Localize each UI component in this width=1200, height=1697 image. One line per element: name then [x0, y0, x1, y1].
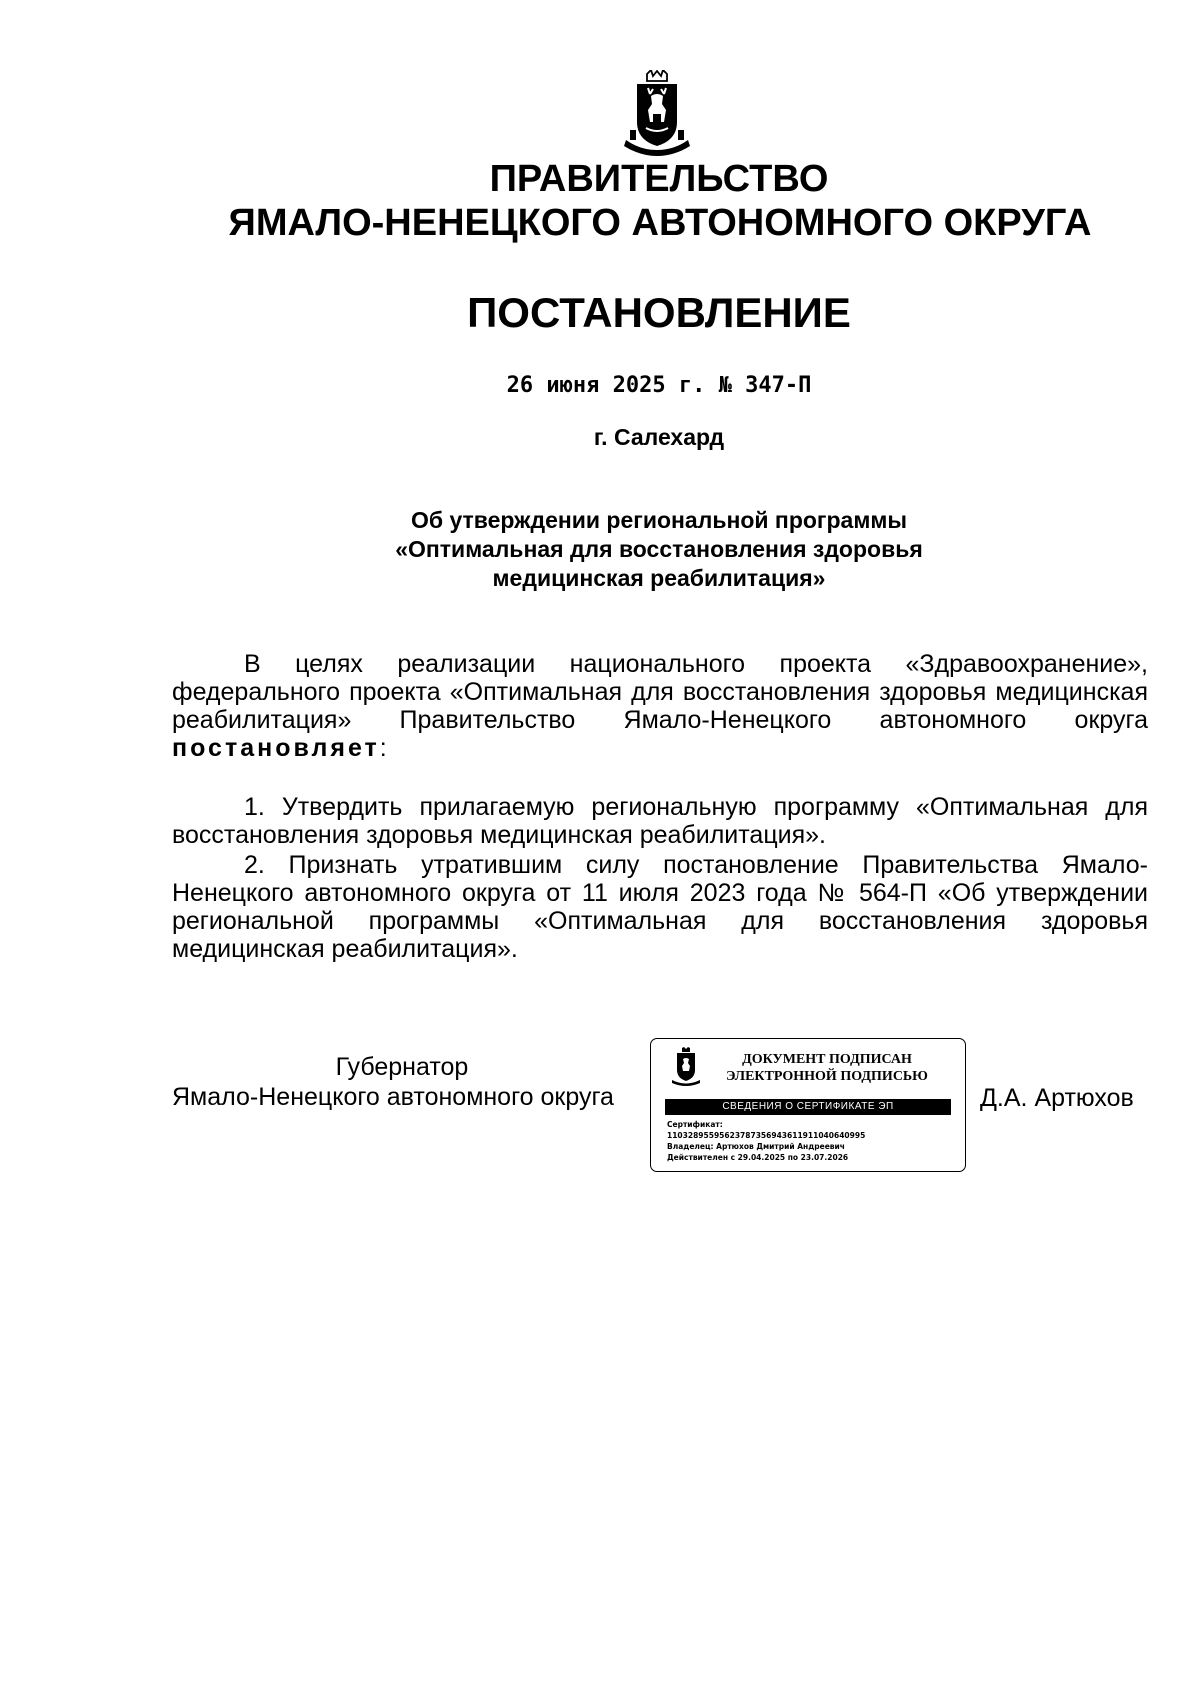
intro-text: В целях реализации национального проекта «Здравоохранение», федерального проекта «Оптимальная для восстановления здоровья медицинская реабилитация» Правительство Ямало-Ненецкого автономного округа: [172, 650, 1148, 734]
government-title-line1: ПРАВИТЕЛЬСТВО: [489, 158, 829, 200]
subject-line-2: «Оптимальная для восстановления здоровья: [395, 536, 923, 562]
stamp-heading-line-2: ЭЛЕКТРОННОЙ ПОДПИСЬЮ: [726, 1069, 928, 1084]
certificate-validity: Действителен с 29.04.2025 по 23.07.2026: [667, 1153, 849, 1162]
electronic-signature-stamp: [650, 1038, 966, 1172]
signatory-position: [172, 1052, 642, 1112]
stamp-heading: [707, 1051, 947, 1085]
stamp-heading-line-1: ДОКУМЕНТ ПОДПИСАН: [742, 1052, 912, 1067]
yamal-coat-of-arms-icon: [620, 70, 694, 156]
certificate-owner: Владелец: Артюхов Дмитрий Андреевич: [667, 1142, 845, 1151]
government-title-line2: ЯМАЛО-НЕНЕЦКОГО АВТОНОМНОГО ОКРУГА: [228, 202, 1092, 244]
intro-paragraph: [172, 650, 1148, 762]
date-and-number: 26 июня 2025 г. № 347-П: [506, 373, 812, 398]
position-line-2: Ямало-Ненецкого автономного округа: [172, 1083, 614, 1111]
certificate-number: 11032895595623787356943611911040640995: [667, 1131, 866, 1140]
certificate-details: [667, 1119, 957, 1163]
yamal-coat-of-arms-small-icon: [671, 1047, 701, 1087]
subject-line-1: Об утверждении региональной программы: [410, 507, 908, 533]
document-type-title: ПОСТАНОВЛЕНИЕ: [467, 289, 851, 336]
city-name: г. Салехард: [593, 424, 725, 450]
certificate-label: Сертификат:: [667, 1120, 723, 1129]
item-1-paragraph: 1. Утвердить прилагаемую региональную программу «Оптимальная для восстановления здоровья медицинская реабилитация».: [172, 793, 1148, 849]
subject-line-3: медицинская реабилитация»: [492, 565, 826, 591]
position-line-1: Губернатор: [335, 1053, 469, 1081]
document-subject: [300, 506, 1018, 593]
intro-end: :: [379, 734, 387, 762]
intro-emphasis: постановляет: [172, 734, 380, 762]
certificate-info-bar: СВЕДЕНИЯ О СЕРТИФИКАТЕ ЭП: [665, 1099, 951, 1115]
item-2-paragraph: 2. Признать утратившим силу постановление Правительства Ямало-Ненецкого автономного округа от 11 июля 2023 года № 564-П «Об утверждении региональной программы «Оптимальная для восстановления здоровья медицинская реабилитация».: [172, 851, 1148, 963]
signatory-name: Д.А. Артюхов: [980, 1084, 1134, 1112]
